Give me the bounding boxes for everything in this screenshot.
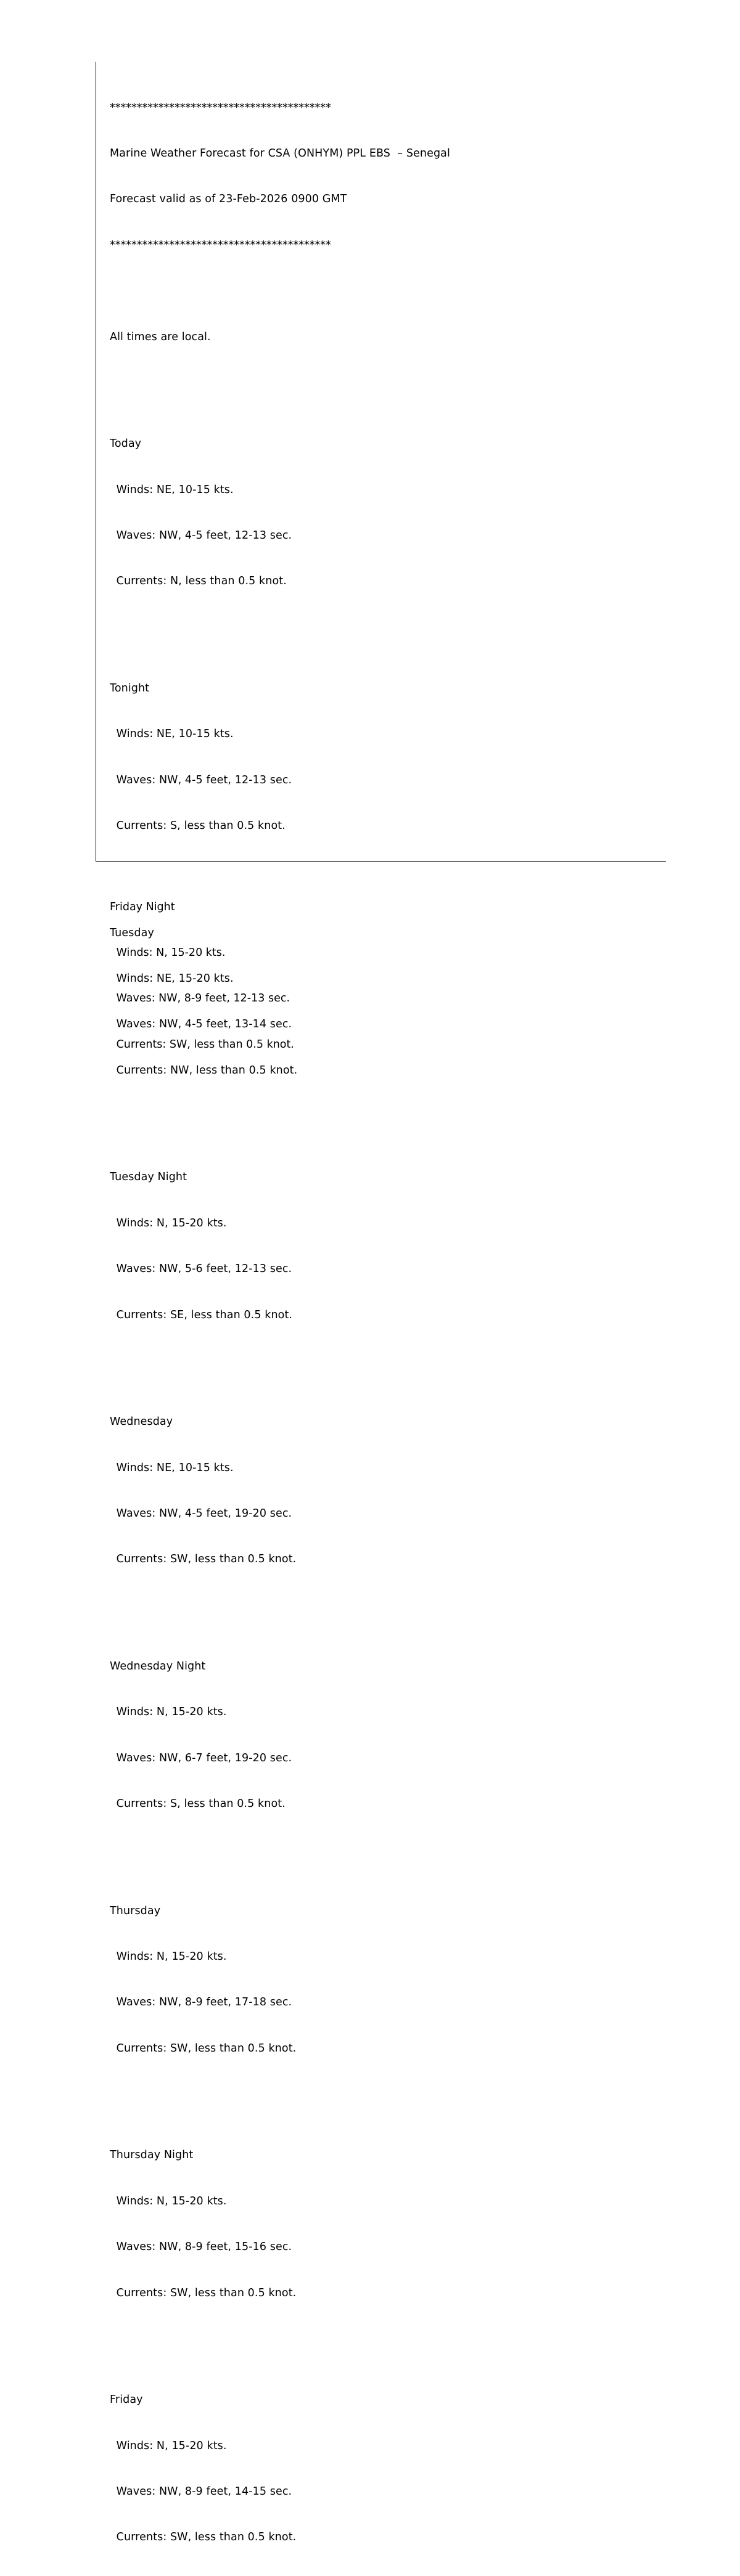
period-winds: Winds: N, 15-20 kts. (113, 1950, 227, 1963)
spacer (110, 2331, 665, 2347)
period-waves: Waves: NW, 4-5 feet, 13-14 sec. (113, 1018, 292, 1031)
spacer (110, 620, 665, 635)
period-name: Friday Night (110, 900, 175, 913)
period-name: Thursday Night (110, 2149, 194, 2162)
period-waves: Waves: NW, 8-9 feet, 12-13 sec. (113, 992, 290, 1005)
period-currents: Currents: S, less than 0.5 knot. (113, 1798, 286, 1811)
period-waves: Waves: NW, 8-9 feet, 15-16 sec. (113, 2241, 292, 2254)
spacer (110, 375, 665, 391)
period-name: Tonight (110, 682, 150, 695)
period-winds: Winds: N, 15-20 kts. (113, 1217, 227, 1229)
forecast-overflow (110, 869, 665, 1083)
period-waves: Waves: NW, 5-6 feet, 12-13 sec. (113, 1263, 292, 1276)
period-currents: Currents: SW, less than 0.5 knot. (113, 2286, 297, 2299)
spacer (110, 1109, 665, 1124)
period-currents: Currents: SW, less than 0.5 knot. (113, 2042, 297, 2055)
divider-top: ***************************************** (110, 101, 331, 114)
period-winds: Winds: NE, 10-15 kts. (113, 728, 234, 741)
period-currents: Currents: S, less than 0.5 knot. (113, 820, 286, 833)
period-winds: Winds: N, 15-20 kts. (113, 1706, 227, 1719)
period-currents: Currents: N, less than 0.5 knot. (113, 575, 287, 588)
period-winds: Winds: N, 15-20 kts. (113, 2439, 227, 2452)
spacer (110, 1353, 665, 1369)
period-name: Today (110, 438, 142, 450)
period-winds: Winds: NE, 15-20 kts. (113, 972, 234, 985)
forecast-body (110, 70, 665, 2576)
period-waves: Waves: NW, 8-9 feet, 14-15 sec. (113, 2485, 292, 2498)
document-title: Marine Weather Forecast for CSA (ONHYM) PPL EBS – Senegal (110, 147, 450, 160)
spacer (110, 1598, 665, 1613)
period-name: Wednesday Night (110, 1660, 206, 1673)
period-name: Tuesday (110, 926, 154, 939)
period-currents: Currents: SW, less than 0.5 knot. (113, 1553, 297, 1566)
divider-bottom: ***************************************** (110, 238, 331, 251)
period-winds: Winds: N, 15-20 kts. (113, 2195, 227, 2207)
period-waves: Waves: NW, 4-5 feet, 19-20 sec. (113, 1507, 292, 1520)
period-waves: Waves: NW, 4-5 feet, 12-13 sec. (113, 773, 292, 786)
period-waves: Waves: NW, 6-7 feet, 19-20 sec. (113, 1751, 292, 1764)
spacer (110, 283, 665, 299)
period-currents: Currents: SE, less than 0.5 knot. (113, 1308, 293, 1321)
spacer (110, 2087, 665, 2102)
period-waves: Waves: NW, 8-9 feet, 17-18 sec. (113, 1996, 292, 2009)
period-waves: Waves: NW, 4-5 feet, 12-13 sec. (113, 529, 292, 542)
period-currents: Currents: SW, less than 0.5 knot. (113, 2531, 297, 2544)
period-currents: Currents: NW, less than 0.5 knot. (113, 1064, 298, 1077)
period-name: Thursday (110, 1904, 161, 1917)
period-name: Tuesday Night (110, 1171, 187, 1184)
period-currents: Currents: SW, less than 0.5 knot. (113, 1038, 294, 1051)
period-winds: Winds: NE, 10-15 kts. (113, 483, 234, 496)
forecast-validity: Forecast valid as of 23-Feb-2026 0900 GMT (110, 193, 347, 206)
period-winds: Winds: NE, 10-15 kts. (113, 1461, 234, 1474)
period-name: Wednesday (110, 1416, 173, 1429)
times-note: All times are local. (110, 330, 211, 343)
period-name: Friday (110, 2394, 143, 2407)
spacer (110, 1842, 665, 1857)
period-winds: Winds: N, 15-20 kts. (113, 946, 226, 959)
